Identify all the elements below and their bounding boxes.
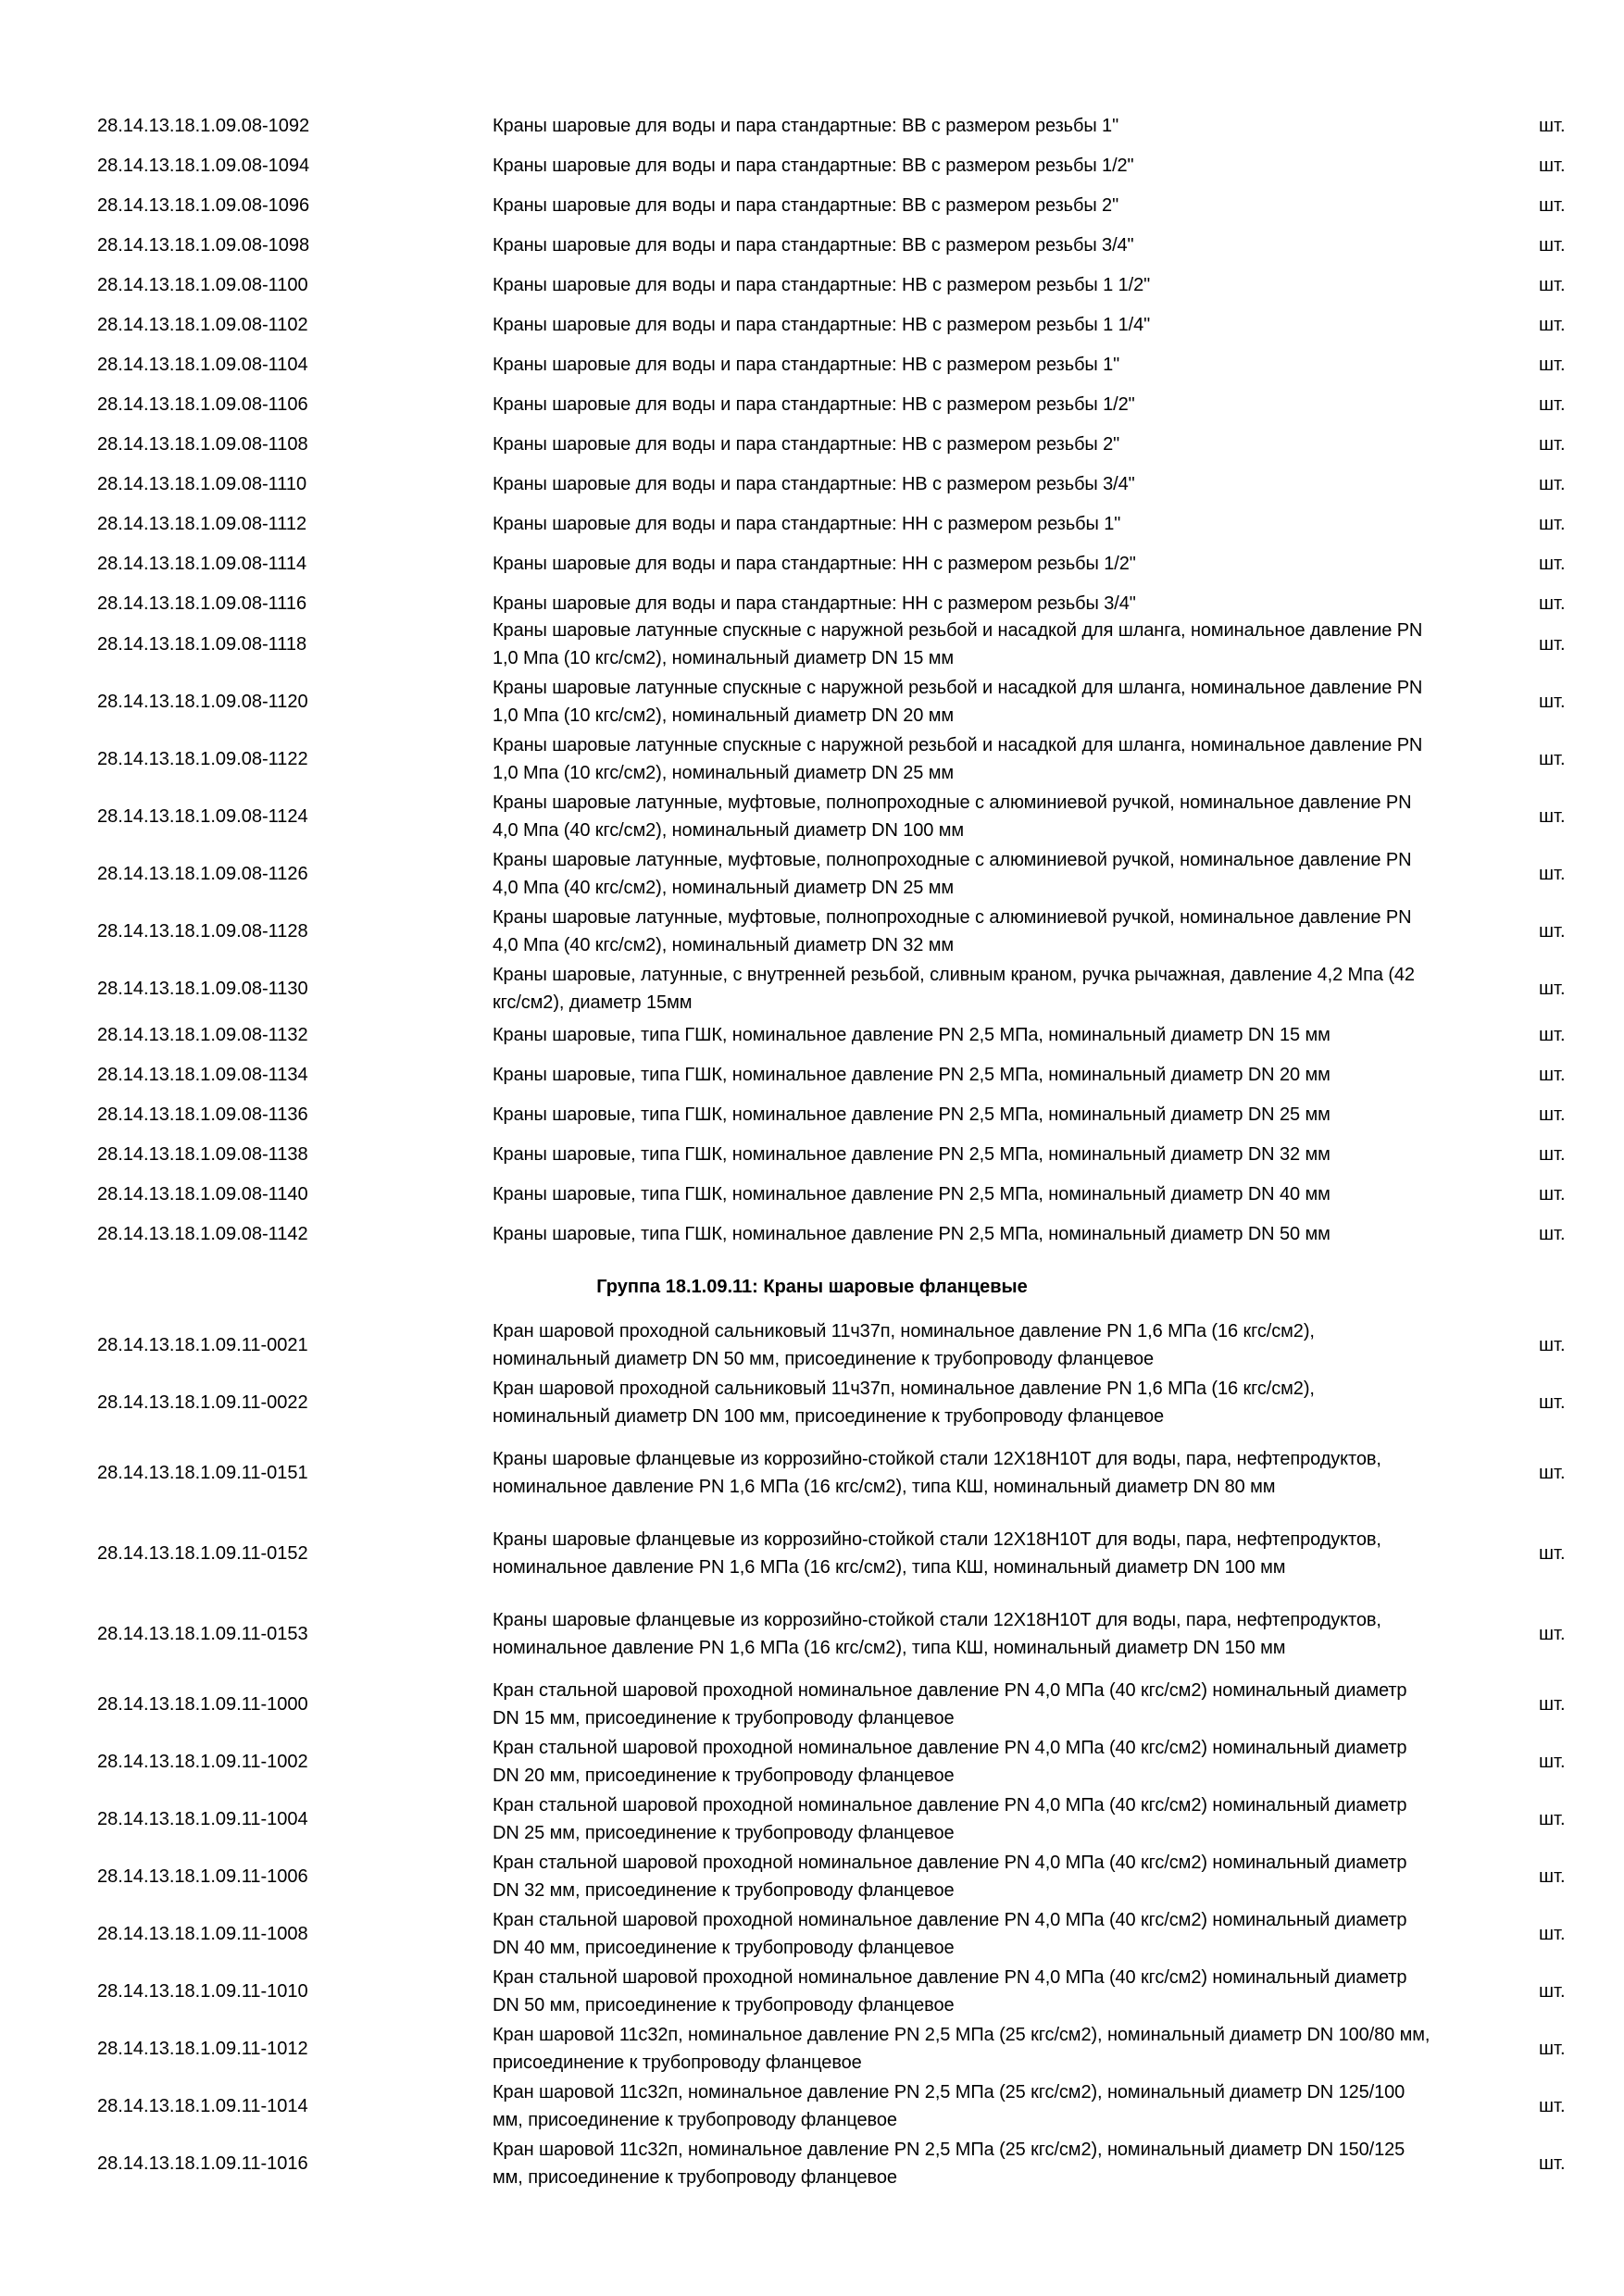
item-description: Кран стальной шаровой проходной номинальное давление PN 4,0 МПа (40 кгс/см2) номинальный диаметр DN 50 мм, присоединение к трубопроводу фланцевое (493, 1967, 1407, 2015)
item-unit: шт. (1539, 1809, 1566, 1829)
item-description: Краны шаровые латунные, муфтовые, полнопроходные с алюминиевой ручкой, номинальное давление PN 4,0 Мпа (40 кгс/см2), номинальный диаметр DN 100 мм (493, 792, 1412, 841)
item-code: 28.14.13.18.1.09.11-1014 (97, 2096, 308, 2116)
item-description: Кран стальной шаровой проходной номинальное давление PN 4,0 МПа (40 кгс/см2) номинальный диаметр DN 40 мм, присоединение к трубопроводу фланцевое (493, 1910, 1407, 1958)
item-code: 28.14.13.18.1.09.11-0152 (97, 1543, 308, 1564)
item-unit: шт. (1539, 274, 1566, 295)
item-unit: шт. (1539, 692, 1566, 712)
item-code: 28.14.13.18.1.09.08-1116 (97, 593, 307, 614)
item-description: Краны шаровые для воды и пара стандартные: НВ с размером резьбы 3/4" (493, 473, 1135, 494)
item-unit: шт. (1539, 1866, 1566, 1887)
item-description: Краны шаровые, типа ГШК, номинальное давление PN 2,5 МПа, номинальный диаметр DN 20 мм (493, 1064, 1330, 1085)
item-description: Краны шаровые для воды и пара стандартные: НВ с размером резьбы 1 1/4" (493, 314, 1151, 335)
item-unit: шт. (1539, 1624, 1566, 1644)
table-row (0, 344, 1624, 384)
table-row (0, 424, 1624, 464)
item-unit: шт. (1539, 314, 1566, 335)
item-code: 28.14.13.18.1.09.08-1106 (97, 393, 308, 415)
item-description: Краны шаровые для воды и пара стандартные: ВВ с размером резьбы 1/2" (493, 155, 1134, 176)
table-row (0, 384, 1624, 424)
table-row (0, 1676, 1624, 1733)
item-description: Краны шаровые для воды и пара стандартные: ВВ с размером резьбы 1" (493, 115, 1119, 136)
item-code: 28.14.13.18.1.09.08-1110 (97, 473, 307, 494)
item-description: Кран шаровой 11с32п, номинальное давление PN 2,5 МПа (25 кгс/см2), номинальный диаметр DN 150/125 мм, присоединение к трубопроводу фланцевое (493, 2140, 1405, 2188)
item-description: Краны шаровые для воды и пара стандартные: ВВ с размером резьбы 2" (493, 194, 1119, 216)
item-unit: шт. (1539, 1463, 1566, 1483)
item-code: 28.14.13.18.1.09.08-1132 (97, 1024, 308, 1045)
item-description: Краны шаровые для воды и пара стандартные: НН с размером резьбы 3/4" (493, 593, 1136, 614)
item-description: Краны шаровые, типа ГШК, номинальное давление PN 2,5 МПа, номинальный диаметр DN 25 мм (493, 1104, 1330, 1125)
item-unit: шт. (1539, 354, 1566, 375)
item-code: 28.14.13.18.1.09.08-1096 (97, 194, 310, 216)
table-row (0, 1015, 1624, 1054)
table-row (0, 673, 1624, 730)
table-row (0, 2078, 1624, 2135)
item-unit: шт. (1539, 1924, 1566, 1944)
item-description: Краны шаровые латунные, муфтовые, полнопроходные с алюминиевой ручкой, номинальное давление PN 4,0 Мпа (40 кгс/см2), номинальный диаметр DN 25 мм (493, 850, 1412, 898)
table-row (0, 1905, 1624, 1963)
item-code: 28.14.13.18.1.09.08-1140 (97, 1183, 308, 1204)
table-row (0, 1963, 1624, 2020)
item-unit: шт. (1539, 553, 1566, 574)
table-row (0, 845, 1624, 903)
item-description: Кран стальной шаровой проходной номинальное давление PN 4,0 МПа (40 кгс/см2) номинальный диаметр DN 20 мм, присоединение к трубопроводу фланцевое (493, 1738, 1407, 1786)
item-description: Краны шаровые для воды и пара стандартные: НН с размером резьбы 1/2" (493, 553, 1136, 574)
item-code: 28.14.13.18.1.09.08-1142 (97, 1223, 308, 1244)
item-unit: шт. (1539, 1104, 1566, 1125)
item-unit: шт. (1539, 634, 1566, 655)
item-description: Кран шаровой проходной сальниковый 11ч37п, номинальное давление PN 1,6 МПа (16 кгс/см2), номинальный диаметр DN 50 мм, присоединение к трубопроводу фланцевое (493, 1321, 1315, 1369)
item-unit: шт. (1539, 1183, 1566, 1204)
item-code: 28.14.13.18.1.09.08-1124 (97, 806, 308, 827)
item-code: 28.14.13.18.1.09.11-1008 (97, 1924, 308, 1944)
item-description: Кран стальной шаровой проходной номинальное давление PN 4,0 МПа (40 кгс/см2) номинальный диаметр DN 25 мм, присоединение к трубопроводу фланцевое (493, 1795, 1407, 1843)
table-row (0, 225, 1624, 265)
table-row (0, 903, 1624, 960)
item-code: 28.14.13.18.1.09.11-0022 (97, 1392, 308, 1413)
item-unit: шт. (1539, 806, 1566, 827)
item-description: Краны шаровые, типа ГШК, номинальное давление PN 2,5 МПа, номинальный диаметр DN 50 мм (493, 1223, 1330, 1244)
item-unit: шт. (1539, 155, 1566, 176)
item-description: Краны шаровые фланцевые из коррозийно-стойкой стали 12Х18Н10Т для воды, пара, нефтепродуктов, номинальное давление PN 1,6 МПа (16 кгс/см2), типа КШ, номинальный диаметр DN 80 мм (493, 1449, 1381, 1497)
table-row (0, 1214, 1624, 1254)
item-unit: шт. (1539, 2039, 1566, 2059)
table-row (0, 1094, 1624, 1134)
item-code: 28.14.13.18.1.09.08-1094 (97, 155, 310, 176)
item-code: 28.14.13.18.1.09.11-1004 (97, 1809, 308, 1829)
item-description: Краны шаровые для воды и пара стандартные: НВ с размером резьбы 1" (493, 354, 1120, 375)
item-description: Краны шаровые латунные спускные с наружной резьбой и насадкой для шланга, номинальное давление PN 1,0 Мпа (10 кгс/см2), номинальный диаметр DN 15 мм (493, 620, 1423, 668)
item-code: 28.14.13.18.1.09.11-1010 (97, 1981, 308, 2002)
item-description: Краны шаровые фланцевые из коррозийно-стойкой стали 12Х18Н10Т для воды, пара, нефтепродуктов, номинальное давление PN 1,6 МПа (16 кгс/см2), типа КШ, номинальный диаметр DN 100 мм (493, 1529, 1381, 1578)
item-code: 28.14.13.18.1.09.08-1104 (97, 354, 308, 375)
item-unit: шт. (1539, 1392, 1566, 1413)
item-description: Краны шаровые латунные спускные с наружной резьбой и насадкой для шланга, номинальное давление PN 1,0 Мпа (10 кгс/см2), номинальный диаметр DN 25 мм (493, 735, 1423, 783)
item-code: 28.14.13.18.1.09.08-1134 (97, 1064, 308, 1085)
table-row (0, 1512, 1624, 1595)
table-row (0, 265, 1624, 305)
table-row (0, 543, 1624, 583)
item-description: Краны шаровые латунные, муфтовые, полнопроходные с алюминиевой ручкой, номинальное давление PN 4,0 Мпа (40 кгс/см2), номинальный диаметр DN 32 мм (493, 907, 1412, 955)
item-code: 28.14.13.18.1.09.11-1000 (97, 1694, 308, 1715)
item-code: 28.14.13.18.1.09.11-0151 (97, 1463, 308, 1483)
table-row (0, 1316, 1624, 1374)
table-row (0, 1791, 1624, 1848)
item-code: 28.14.13.18.1.09.08-1112 (97, 513, 307, 534)
item-code: 28.14.13.18.1.09.08-1102 (97, 314, 308, 335)
item-description: Краны шаровые для воды и пара стандартные: НН с размером резьбы 1" (493, 513, 1121, 534)
item-unit: шт. (1539, 473, 1566, 494)
item-description: Кран шаровой 11с32п, номинальное давление PN 2,5 МПа (25 кгс/см2), номинальный диаметр DN 100/80 мм, присоединение к трубопроводу фланцевое (493, 2025, 1430, 2073)
table-row (0, 106, 1624, 145)
item-unit: шт. (1539, 1543, 1566, 1564)
item-description: Кран стальной шаровой проходной номинальное давление PN 4,0 МПа (40 кгс/см2) номинальный диаметр DN 15 мм, присоединение к трубопроводу фланцевое (493, 1680, 1407, 1728)
item-unit: шт. (1539, 1335, 1566, 1355)
table-row (0, 1054, 1624, 1094)
item-description: Кран шаровой 11с32п, номинальное давление PN 2,5 МПа (25 кгс/см2), номинальный диаметр DN 125/100 мм, присоединение к трубопроводу фланцевое (493, 2082, 1405, 2130)
table-row (0, 1174, 1624, 1214)
table-row (0, 1134, 1624, 1174)
item-code: 28.14.13.18.1.09.08-1136 (97, 1104, 308, 1125)
item-code: 28.14.13.18.1.09.08-1120 (97, 692, 308, 712)
item-unit: шт. (1539, 864, 1566, 884)
item-unit: шт. (1539, 1064, 1566, 1085)
item-description: Краны шаровые для воды и пара стандартные: НВ с размером резьбы 2" (493, 433, 1120, 455)
item-code: 28.14.13.18.1.09.11-0153 (97, 1624, 308, 1644)
group-heading: Группа 18.1.09.11: Краны шаровые фланцевые (596, 1277, 1028, 1297)
item-unit: шт. (1539, 1143, 1566, 1165)
table-row (0, 2135, 1624, 2192)
item-unit: шт. (1539, 115, 1566, 136)
item-code: 28.14.13.18.1.09.08-1138 (97, 1143, 308, 1165)
item-unit: шт. (1539, 1694, 1566, 1715)
item-description: Краны шаровые латунные спускные с наружной резьбой и насадкой для шланга, номинальное давление PN 1,0 Мпа (10 кгс/см2), номинальный диаметр DN 20 мм (493, 678, 1423, 726)
item-description: Краны шаровые, типа ГШК, номинальное давление PN 2,5 МПа, номинальный диаметр DN 32 мм (493, 1143, 1330, 1165)
item-unit: шт. (1539, 749, 1566, 769)
item-unit: шт. (1539, 1981, 1566, 2002)
table-row (0, 730, 1624, 788)
table-row (0, 185, 1624, 225)
table-row (0, 960, 1624, 1017)
item-unit: шт. (1539, 593, 1566, 614)
item-description: Краны шаровые, типа ГШК, номинальное давление PN 2,5 МПа, номинальный диаметр DN 15 мм (493, 1024, 1330, 1045)
item-code: 28.14.13.18.1.09.11-0021 (97, 1335, 308, 1355)
item-description: Краны шаровые для воды и пара стандартные: НВ с размером резьбы 1/2" (493, 393, 1135, 415)
table-row (0, 504, 1624, 543)
table-row (0, 788, 1624, 845)
item-code: 28.14.13.18.1.09.08-1128 (97, 921, 308, 942)
item-code: 28.14.13.18.1.09.11-1006 (97, 1866, 308, 1887)
item-unit: шт. (1539, 2096, 1566, 2116)
item-code: 28.14.13.18.1.09.08-1114 (97, 553, 307, 574)
item-code: 28.14.13.18.1.09.11-1002 (97, 1752, 308, 1772)
item-code: 28.14.13.18.1.09.08-1108 (97, 433, 308, 455)
item-code: 28.14.13.18.1.09.08-1100 (97, 274, 308, 295)
item-code: 28.14.13.18.1.09.08-1118 (97, 634, 307, 655)
table-row (0, 1733, 1624, 1791)
item-unit: шт. (1539, 2153, 1566, 2174)
table-row (0, 464, 1624, 504)
item-code: 28.14.13.18.1.09.08-1126 (97, 864, 308, 884)
table-row (0, 616, 1624, 673)
item-description: Краны шаровые для воды и пара стандартные: НВ с размером резьбы 1 1/2" (493, 274, 1151, 295)
item-unit: шт. (1539, 921, 1566, 942)
item-description: Краны шаровые, латунные, с внутренней резьбой, сливным краном, ручка рычажная, давление 4,2 Мпа (42 кгс/см2), диаметр 15мм (493, 965, 1415, 1013)
item-unit: шт. (1539, 513, 1566, 534)
item-description: Кран шаровой проходной сальниковый 11ч37п, номинальное давление PN 1,6 МПа (16 кгс/см2), номинальный диаметр DN 100 мм, присоединение к трубопроводу фланцевое (493, 1379, 1315, 1427)
item-description: Краны шаровые для воды и пара стандартные: ВВ с размером резьбы 3/4" (493, 234, 1134, 256)
item-unit: шт. (1539, 979, 1566, 999)
table-row (0, 145, 1624, 185)
item-unit: шт. (1539, 433, 1566, 455)
item-unit: шт. (1539, 194, 1566, 216)
table-row (0, 2020, 1624, 2078)
item-code: 28.14.13.18.1.09.11-1016 (97, 2153, 308, 2174)
item-code: 28.14.13.18.1.09.11-1012 (97, 2039, 308, 2059)
table-row (0, 1431, 1624, 1515)
item-code: 28.14.13.18.1.09.08-1092 (97, 115, 310, 136)
item-description: Краны шаровые фланцевые из коррозийно-стойкой стали 12Х18Н10Т для воды, пара, нефтепродуктов, номинальное давление PN 1,6 МПа (16 кгс/см2), типа КШ, номинальный диаметр DN 150 мм (493, 1610, 1381, 1658)
table-row (0, 1848, 1624, 1905)
item-code: 28.14.13.18.1.09.08-1122 (97, 749, 308, 769)
item-unit: шт. (1539, 1024, 1566, 1045)
item-unit: шт. (1539, 393, 1566, 415)
item-code: 28.14.13.18.1.09.08-1130 (97, 979, 308, 999)
item-unit: шт. (1539, 1752, 1566, 1772)
item-unit: шт. (1539, 1223, 1566, 1244)
item-unit: шт. (1539, 234, 1566, 256)
item-description: Кран стальной шаровой проходной номинальное давление PN 4,0 МПа (40 кгс/см2) номинальный диаметр DN 32 мм, присоединение к трубопроводу фланцевое (493, 1853, 1407, 1901)
table-row (0, 1374, 1624, 1431)
table-row (0, 305, 1624, 344)
item-description: Краны шаровые, типа ГШК, номинальное давление PN 2,5 МПа, номинальный диаметр DN 40 мм (493, 1183, 1330, 1204)
item-code: 28.14.13.18.1.09.08-1098 (97, 234, 310, 256)
table-row (0, 1592, 1624, 1676)
